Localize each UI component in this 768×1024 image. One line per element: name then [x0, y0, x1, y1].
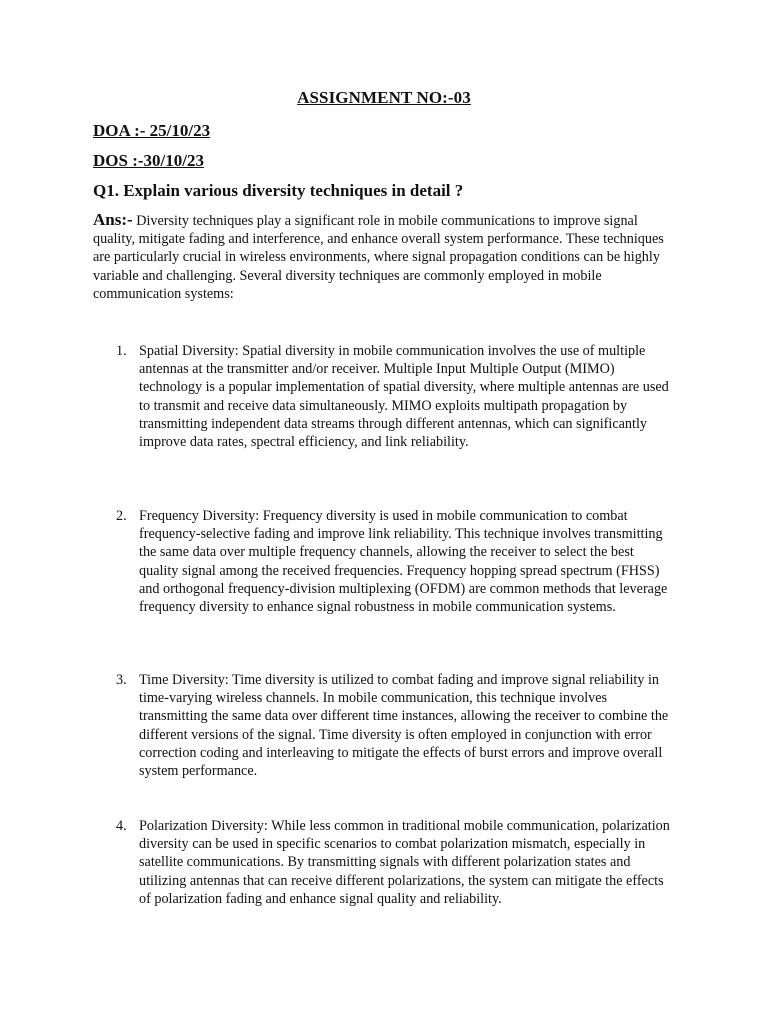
list-item-text: Spatial Diversity: Spatial diversity in mobile communication involves the use of multiple antennas at the transmitter and/or receiver. Multiple Input Multiple Output (MIMO) technology is a popular implementation of spatial diversity, where multiple antennas are used to transmit and receive data simultaneously. MIMO exploits multipath propagation by transmitting independent data streams through different antennas, which can significantly improve data rates, spectral efficiency, and link reliability.	[139, 343, 669, 451]
list-item-text: Time Diversity: Time diversity is utilized to combat fading and improve signal reliability in time-varying wireless channels. In mobile communication, this technique involves transmitting the same data over different time instances, allowing the receiver to combine the different versions of the signal. Time diversity is often employed in conjunction with error correction coding and interleaving to mitigate the effects of burst errors and improve overall system performance.	[139, 672, 669, 780]
list-item	[116, 507, 676, 616]
list-item-number: 2.	[116, 508, 127, 524]
list-item-number: 3.	[116, 672, 127, 688]
date-of-submission: DOS :-30/10/23	[93, 151, 204, 170]
question-heading: Q1. Explain various diversity techniques in detail ?	[93, 181, 464, 200]
list-item-number: 1.	[116, 343, 127, 359]
answer-label: Ans:-	[93, 210, 133, 229]
date-of-assignment: DOA :- 25/10/23	[93, 121, 211, 140]
list-item-text: Frequency Diversity: Frequency diversity is used in mobile communication to combat frequency-selective fading and improve link reliability. This technique involves transmitting the same data over multiple frequency channels, allowing the receiver to select the best quality signal among the received frequencies. Frequency hopping spread spectrum (FHSS) and orthogonal frequency-division multiplexing (OFDM) are common methods that leverage frequency diversity to enhance signal robustness in mobile communication systems.	[139, 508, 668, 616]
list-item	[116, 671, 676, 780]
answer-intro-paragraph	[93, 211, 673, 303]
list-item-text: Polarization Diversity: While less common in traditional mobile communication, polarization diversity can be used in specific scenarios to combat polarization mismatch, especially in satellite communications. By transmitting signals with different polarization states and utilizing antennas that can receive different polarizations, the system can mitigate the effects of polarization fading and enhance signal quality and reliability.	[139, 818, 670, 907]
answer-intro-text: Diversity techniques play a significant role in mobile communications to improve signal quality, mitigate fading and interference, and enhance overall system performance. These techniques are particularly crucial in wireless environments, where signal propagation conditions can be highly variable and challenging. Several diversity techniques are commonly employed in mobile communication systems:	[93, 213, 664, 302]
list-item	[116, 817, 676, 908]
list-item-number: 4.	[116, 818, 127, 834]
assignment-title: ASSIGNMENT NO:-03	[297, 88, 471, 107]
list-item	[116, 342, 676, 451]
